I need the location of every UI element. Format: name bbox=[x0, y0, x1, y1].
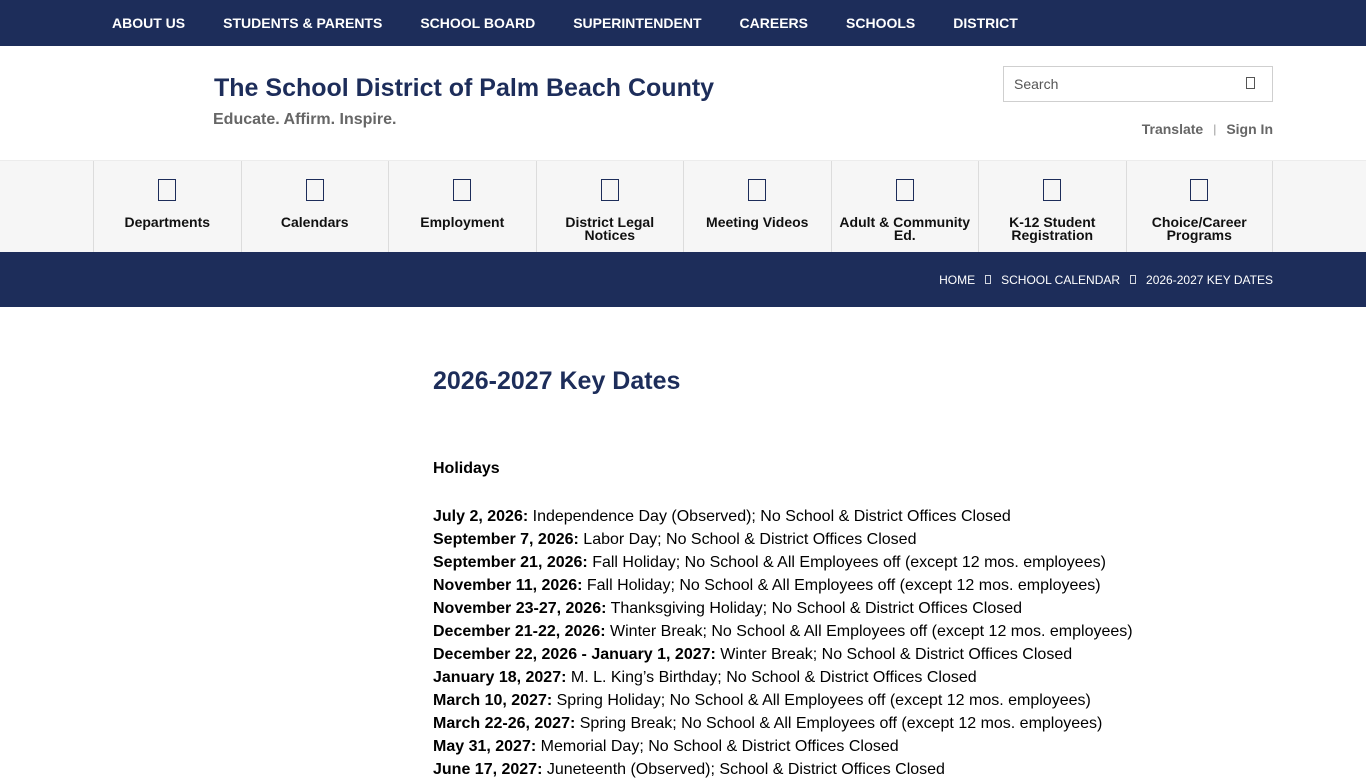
quick-link-label: District Legal Notices bbox=[565, 214, 655, 243]
date-label: September 21, 2026: bbox=[433, 554, 588, 571]
legal-notices-icon bbox=[601, 179, 619, 201]
date-label: June 17, 2027: bbox=[433, 761, 543, 778]
date-description: Independence Day (Observed); No School & District Offices Closed bbox=[528, 508, 1011, 525]
breadcrumb-current: 2026-2027 KEY DATES bbox=[1146, 272, 1273, 287]
page-title: 2026-2027 Key Dates bbox=[433, 367, 681, 395]
breadcrumb-bar bbox=[0, 252, 1366, 307]
list-item bbox=[433, 758, 1233, 781]
nav-item-schools[interactable]: SCHOOLS bbox=[846, 15, 916, 31]
career-programs-icon bbox=[1190, 179, 1208, 201]
sign-in-link[interactable]: Sign In bbox=[1226, 121, 1273, 137]
top-nav-list bbox=[93, 0, 1037, 46]
quick-link-choice-career[interactable] bbox=[1126, 161, 1274, 253]
breadcrumb-school-calendar[interactable]: SCHOOL CALENDAR bbox=[1001, 272, 1121, 287]
date-label: September 7, 2026: bbox=[433, 531, 579, 548]
date-label: January 18, 2027: bbox=[433, 669, 567, 686]
search-icon bbox=[1246, 77, 1255, 89]
nav-item-school-board[interactable]: SCHOOL BOARD bbox=[420, 15, 536, 31]
quick-links-bar bbox=[0, 160, 1366, 252]
utility-separator: | bbox=[1213, 122, 1217, 136]
list-item bbox=[433, 712, 1233, 735]
chevron-right-icon bbox=[1130, 275, 1136, 284]
departments-icon bbox=[158, 179, 176, 201]
date-label: May 31, 2027: bbox=[433, 738, 537, 755]
quick-link-label: Calendars bbox=[280, 214, 349, 230]
employment-icon bbox=[453, 179, 471, 201]
date-label: November 23-27, 2026: bbox=[433, 600, 607, 617]
site-tagline: Educate. Affirm. Inspire. bbox=[213, 111, 397, 128]
quick-link-label: Meeting Videos bbox=[706, 214, 809, 230]
quick-link-label: Adult & Community Ed. bbox=[839, 214, 971, 243]
nav-item-about-us[interactable]: ABOUT US bbox=[112, 15, 186, 31]
quick-link-label: K-12 Student Registration bbox=[1009, 214, 1096, 243]
date-description: Juneteenth (Observed); School & District Offices Closed bbox=[542, 761, 945, 778]
quick-link-adult-community-ed[interactable] bbox=[831, 161, 979, 253]
quick-link-label: Employment bbox=[420, 214, 505, 230]
date-description: M. L. King’s Birthday; No School & District Offices Closed bbox=[566, 669, 977, 686]
list-item bbox=[433, 620, 1233, 643]
registration-icon bbox=[1043, 179, 1061, 201]
quick-link-label: Choice/Career Programs bbox=[1151, 214, 1247, 243]
list-item bbox=[433, 551, 1233, 574]
list-item bbox=[433, 597, 1233, 620]
list-item bbox=[433, 505, 1233, 528]
date-description: Spring Break; No School & All Employees off (except 12 mos. employees) bbox=[575, 715, 1103, 732]
date-label: March 10, 2027: bbox=[433, 692, 553, 709]
search-input[interactable] bbox=[1004, 67, 1234, 101]
quick-link-departments[interactable] bbox=[93, 161, 241, 253]
date-description: Fall Holiday; No School & All Employees off (except 12 mos. employees) bbox=[582, 577, 1101, 594]
list-item bbox=[433, 735, 1233, 758]
date-description: Thanksgiving Holiday; No School & District Offices Closed bbox=[606, 600, 1023, 617]
calendar-icon bbox=[306, 179, 324, 201]
nav-item-district[interactable]: DISTRICT bbox=[953, 15, 1018, 31]
quick-link-employment[interactable] bbox=[388, 161, 536, 253]
date-description: Winter Break; No School & District Offices Closed bbox=[715, 646, 1073, 663]
video-icon bbox=[748, 179, 766, 201]
utility-links bbox=[1142, 121, 1273, 137]
holiday-dates-list bbox=[433, 505, 1233, 781]
date-label: December 21-22, 2026: bbox=[433, 623, 606, 640]
date-description: Labor Day; No School & District Offices Closed bbox=[578, 531, 917, 548]
quick-links-list bbox=[93, 161, 1273, 253]
list-item bbox=[433, 689, 1233, 712]
search-button[interactable] bbox=[1246, 77, 1258, 91]
quick-link-label: Departments bbox=[124, 214, 211, 230]
date-label: December 22, 2026 - January 1, 2027: bbox=[433, 646, 716, 663]
date-description: Winter Break; No School & All Employees off (except 12 mos. employees) bbox=[605, 623, 1133, 640]
nav-item-superintendent[interactable]: SUPERINTENDENT bbox=[573, 15, 702, 31]
nav-item-students-parents[interactable]: STUDENTS & PARENTS bbox=[223, 15, 383, 31]
search-box bbox=[1003, 66, 1273, 102]
nav-item-careers[interactable]: CAREERS bbox=[739, 15, 809, 31]
date-description: Spring Holiday; No School & All Employees off (except 12 mos. employees) bbox=[552, 692, 1091, 709]
quick-link-legal-notices[interactable] bbox=[536, 161, 684, 253]
translate-link[interactable]: Translate bbox=[1141, 121, 1204, 137]
list-item bbox=[433, 528, 1233, 551]
date-description: Memorial Day; No School & District Offices Closed bbox=[536, 738, 899, 755]
top-navigation bbox=[0, 0, 1366, 46]
section-heading-holidays: Holidays bbox=[433, 460, 500, 477]
breadcrumb bbox=[939, 252, 1273, 307]
date-label: July 2, 2026: bbox=[433, 508, 529, 525]
quick-link-calendars[interactable] bbox=[241, 161, 389, 253]
list-item bbox=[433, 643, 1233, 666]
list-item bbox=[433, 666, 1233, 689]
date-label: March 22-26, 2027: bbox=[433, 715, 576, 732]
date-label: November 11, 2026: bbox=[433, 577, 583, 594]
adult-education-icon bbox=[896, 179, 914, 201]
date-description: Fall Holiday; No School & All Employees off (except 12 mos. employees) bbox=[587, 554, 1106, 571]
site-title[interactable]: The School District of Palm Beach County bbox=[214, 74, 715, 102]
chevron-right-icon bbox=[985, 275, 991, 284]
breadcrumb-home[interactable]: HOME bbox=[939, 272, 976, 287]
quick-link-student-registration[interactable] bbox=[978, 161, 1126, 253]
quick-link-meeting-videos[interactable] bbox=[683, 161, 831, 253]
list-item bbox=[433, 574, 1233, 597]
